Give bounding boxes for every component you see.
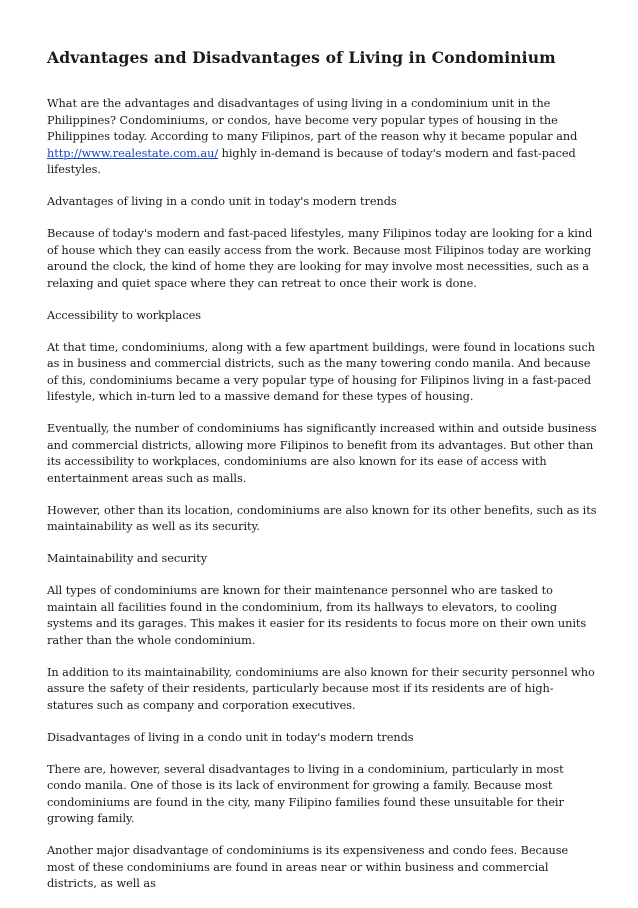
intro-text-before-link: What are the advantages and disadvantages of using living in a condominium unit in the Philippines? Condominiums, or condos, have become very popular types of housing in the Philippines today. According to many Filipinos, part of the reason why it became popular and: [47, 97, 578, 143]
intro-text-after-link: highly in-demand is because of today's modern and fast-paced lifestyles.: [47, 146, 576, 176]
section-heading-advantages: Advantages of living in a condo unit in today's modern trends: [47, 195, 397, 208]
document-page: [47, 48, 597, 908]
body-paragraph: Eventually, the number of condominiums has significantly increased within and outside business and commercial districts, allowing more Filipinos to benefit from its advantages. But other than its accessibility to workplaces, condominiums are also known for its ease of access with entertainment areas such as malls.: [47, 422, 597, 485]
body-paragraph: In addition to its maintainability, condominiums are also known for their security personnel who assure the safety of their residents, particularly because most if its residents are of high-statures such as company and corporation executives.: [47, 665, 595, 712]
body-paragraph: Because of today's modern and fast-paced lifestyles, many Filipinos today are looking for a kind of house which they can easily access from the work. Because most Filipinos today are working around the clock, the kind of home they are looking for may involve most necessities, such as a relaxing and quiet space where they can retreat to once their work is done.: [47, 227, 593, 290]
section-heading-maintainability: Maintainability and security: [47, 552, 208, 565]
document-title: Advantages and Disadvantages of Living in Condominium: [47, 48, 556, 67]
body-paragraph: At that time, condominiums, along with a few apartment buildings, were found in locations such as in business and commercial districts, such as the many towering condo manila. And because of this, condominiums became a very popular type of housing for Filipinos living in a fast-paced lifestyle, which in-turn led to a massive demand for these types of housing.: [47, 340, 595, 403]
realestate-link[interactable]: http://www.realestate.com.au/: [47, 146, 219, 160]
body-paragraph: There are, however, several disadvantages to living in a condominium, particularly in most condo manila. One of those is its lack of environment for growing a family. Because most condominiums are found in the city, many Filipino families found these unsuitable for their growing family.: [47, 762, 564, 825]
body-paragraph: Another major disadvantage of condominiums is its expensiveness and condo fees. Because most of these condominiums are found in areas near or within business and commercial districts, as well as: [47, 844, 569, 890]
section-heading-accessibility: Accessibility to workplaces: [47, 308, 201, 322]
section-heading-disadvantages: Disadvantages of living in a condo unit in today's modern trends: [47, 730, 414, 744]
body-paragraph: However, other than its location, condominiums are also known for its other benefits, such as its maintainability as well as its security.: [47, 503, 597, 533]
intro-paragraph: [47, 96, 597, 179]
body-paragraph: All types of condominiums are known for their maintenance personnel who are tasked to maintain all facilities found in the condominium, from its hallways to elevators, to cooling systems and its garages. This makes it easier for its residents to focus more on their own units rather than the whole condominium.: [47, 584, 587, 647]
